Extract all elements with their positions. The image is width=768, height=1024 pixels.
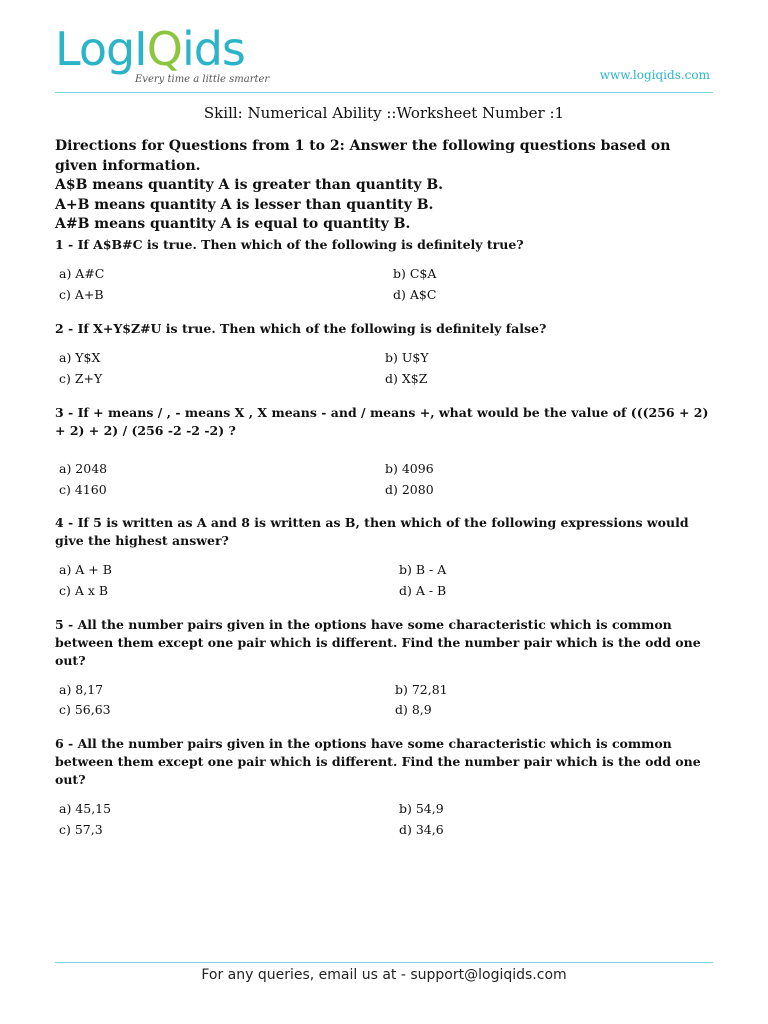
- logo-tagline: Every time a little smarter: [135, 74, 270, 85]
- question-6: 6 - All the number pairs given in the options have some characteristic which is common between them except one pair which is different. Find the number pair which is the odd one out?: [55, 736, 701, 787]
- question-2-option-a[interactable]: a) Y$X: [59, 350, 101, 365]
- question-4-option-a[interactable]: a) A + B: [59, 562, 112, 577]
- question-1-option-b[interactable]: b) C$A: [393, 266, 437, 281]
- question-3-option-d[interactable]: d) 2080: [385, 482, 434, 497]
- question-5-option-d[interactable]: d) 8,9: [395, 702, 432, 717]
- question-1-option-a[interactable]: a) A#C: [59, 266, 105, 281]
- question-3-option-a[interactable]: a) 2048: [59, 461, 108, 476]
- question-1-option-c[interactable]: c) A+B: [59, 287, 104, 302]
- footer-contact: For any queries, email us at - support@logiqids.com: [201, 967, 567, 983]
- question-5-option-a[interactable]: a) 8,17: [59, 682, 104, 697]
- page-header: [0, 0, 768, 96]
- question-5-option-c[interactable]: c) 56,63: [59, 702, 111, 717]
- question-2-option-c[interactable]: c) Z+Y: [59, 371, 103, 386]
- question-5-option-b[interactable]: b) 72,81: [395, 682, 448, 697]
- question-2: 2 - If X+Y$Z#U is true. Then which of the following is definitely false?: [55, 321, 547, 336]
- question-4: 4 - If 5 is written as A and 8 is written as B, then which of the following expressions would give the highest answer?: [55, 515, 689, 548]
- question-1-option-d[interactable]: d) A$C: [393, 287, 437, 302]
- footer-divider: [55, 962, 713, 963]
- question-4-option-c[interactable]: c) A x B: [59, 583, 109, 598]
- question-6-option-b[interactable]: b) 54,9: [399, 801, 444, 816]
- question-4-option-d[interactable]: d) A - B: [399, 583, 447, 598]
- website-link[interactable]: www.logiqids.com: [599, 68, 710, 82]
- question-3-option-b[interactable]: b) 4096: [385, 461, 434, 476]
- question-6-option-d[interactable]: d) 34,6: [399, 822, 444, 837]
- question-3-option-c[interactable]: c) 4160: [59, 482, 107, 497]
- rule-lesser: A+B means quantity A is lesser than quantity B.: [55, 196, 434, 213]
- question-6-option-c[interactable]: c) 57,3: [59, 822, 103, 837]
- rule-equal: A#B means quantity A is equal to quantity B.: [55, 216, 411, 232]
- question-3: 3 - If + means / , - means X , X means - and / means +, what would be the value of (((256 + 2) + 2) + 2) / (256 -2 -2 -2) ?: [55, 405, 709, 438]
- rule-greater: A$B means quantity A is greater than quantity B.: [55, 177, 444, 193]
- worksheet-title: Skill: Numerical Ability ::Worksheet Number :1: [203, 104, 565, 122]
- question-2-option-b[interactable]: b) U$Y: [385, 350, 429, 365]
- logiqids-logo: [55, 22, 270, 85]
- question-1: 1 - If A$B#C is true. Then which of the following is definitely true?: [55, 237, 524, 252]
- question-2-option-d[interactable]: d) X$Z: [385, 371, 428, 386]
- directions-text: Directions for Questions from 1 to 2: Answer the following questions based on given information.: [55, 138, 671, 174]
- question-4-option-b[interactable]: b) B - A: [399, 562, 447, 577]
- question-6-option-a[interactable]: a) 45,15: [59, 801, 112, 816]
- directions-block: [55, 137, 715, 235]
- question-5: 5 - All the number pairs given in the options have some characteristic which is common between them except one pair which is different. Find the number pair which is the odd one out?: [55, 617, 701, 668]
- header-divider: [55, 92, 713, 93]
- logo-wordmark: LogIQids: [55, 22, 245, 76]
